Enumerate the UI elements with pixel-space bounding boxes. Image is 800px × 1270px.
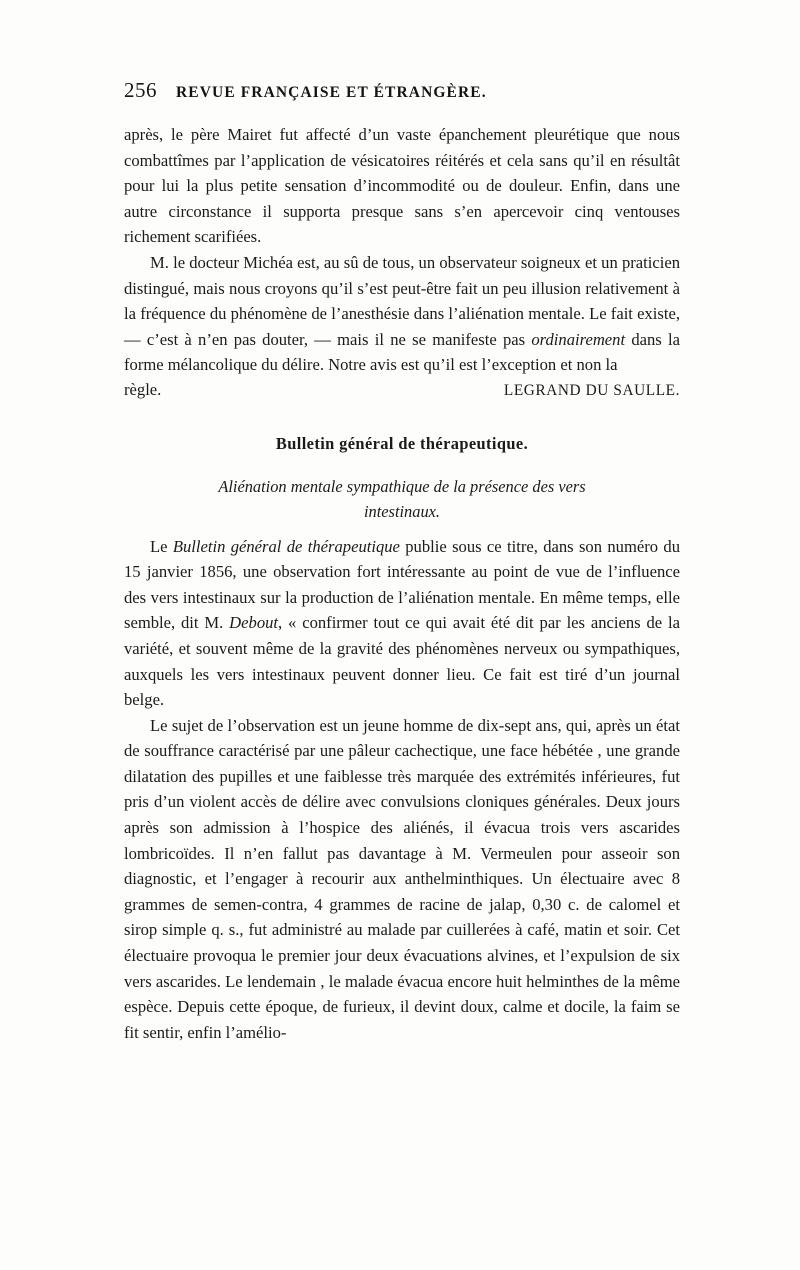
article-title (124, 458, 680, 534)
article-title-line-1: Aliénation mentale sympathique de la présence des vers (218, 476, 586, 496)
running-head-title: REVUE FRANÇAISE ET ÉTRANGÈRE. (176, 84, 487, 101)
emphasis-ordinairement: ordinairement (531, 329, 626, 349)
section-title: Bulletin général de thérapeutique. (275, 433, 529, 453)
running-header (124, 78, 680, 108)
paragraph-case-observation: Le sujet de l’observation est un jeune homme de dix-sept ans, qui, après un état de souffrance caractérisé par une pâleur cachectique, une face hébétée , une grande dilatation des pupilles et une faiblesse très marquée des extrémités inférieures, fut pris d’un violent accès de délire avec convulsions cloniques générales. Deux jours après son admission à l’hospice des aliénés, il évacua trois vers ascarides lombricoïdes. Il n’en fallut pas davantage à M. Vermeulen pour asseoir son diagnostic, et l’engager à recourir aux anthelminthiques. Un électuaire avec 8 grammes de semen-contra, 4 grammes de racine de jalap, 0,30 c. de calomel et sirop simple q. s., fut administré au malade par cuillerées à café, matin et soir. Cet électuaire provoqua le premier jour deux évacuations alvines, et l’expulsion de six vers ascarides. Le lendemain , le malade évacua encore huit helminthes de la même espèce. Depuis cette époque, de furieux, il devint doux, calme et docile, la faim se fit sentir, enfin l’amélio- (124, 715, 680, 1042)
paragraph-michea-tail: dans la forme mélancolique du délire. Notre avis est qu’il est l’exception et non la (124, 329, 680, 375)
paragraph-bulletin-intro (124, 534, 680, 713)
paragraph-michea (124, 250, 680, 378)
paragraph-continued: après, le père Mairet fut affecté d’un vaste épanchement pleurétique que nous combattîmes par l’application de vésicatoires réitérés et cela sans qu’il en résultât pour lui la plus petite sensation d’incommodité ou de douleur. Enfin, dans une autre circonstance il supporta presque sans s’en apercevoir cinq ventouses richement scarifiées. (124, 125, 680, 247)
intro-middle: publie sous ce titre, dans son numéro du 15 janvier 1856, une observation fort intéressante au point de vue de l’influence des vers intestinaux sur la production de l’aliénation mentale. En même temps, elle semble, dit M. (124, 536, 680, 633)
intro-lead: Le (150, 536, 173, 556)
page-content (124, 78, 680, 1045)
emphasis-debout: Debout (229, 613, 279, 633)
paragraph-last-word: règle. (124, 379, 162, 399)
intro-tail: , « confirmer tout ce qui avait été dit par les anciens de la variété, et souvent même de la gravité des phénomènes nerveux ou sympathiques, auxquels les vers intestinaux peuvent donner lieu. Ce fait est tiré d’un journal belge. (124, 613, 680, 710)
paragraph-michea-text: M. le docteur Michéa est, au sû de tous, un observateur soigneux et un praticien distingué, mais nous croyons qu’il s’est peut-être fait un peu illusion relativement à la fréquence du phénomène de l’anesthésie dans l’aliénation mentale. Le fait existe, — c’est à n’en pas douter, — mais il ne se manifeste pas (124, 252, 680, 349)
page-number: 256 (124, 78, 157, 102)
signature-line (124, 378, 680, 404)
emphasis-journal-title: Bulletin général de thérapeutique (172, 536, 400, 556)
author-signature: LEGRAND DU SAULLE. (503, 381, 680, 399)
article-title-line-2: intestinaux. (363, 501, 441, 521)
